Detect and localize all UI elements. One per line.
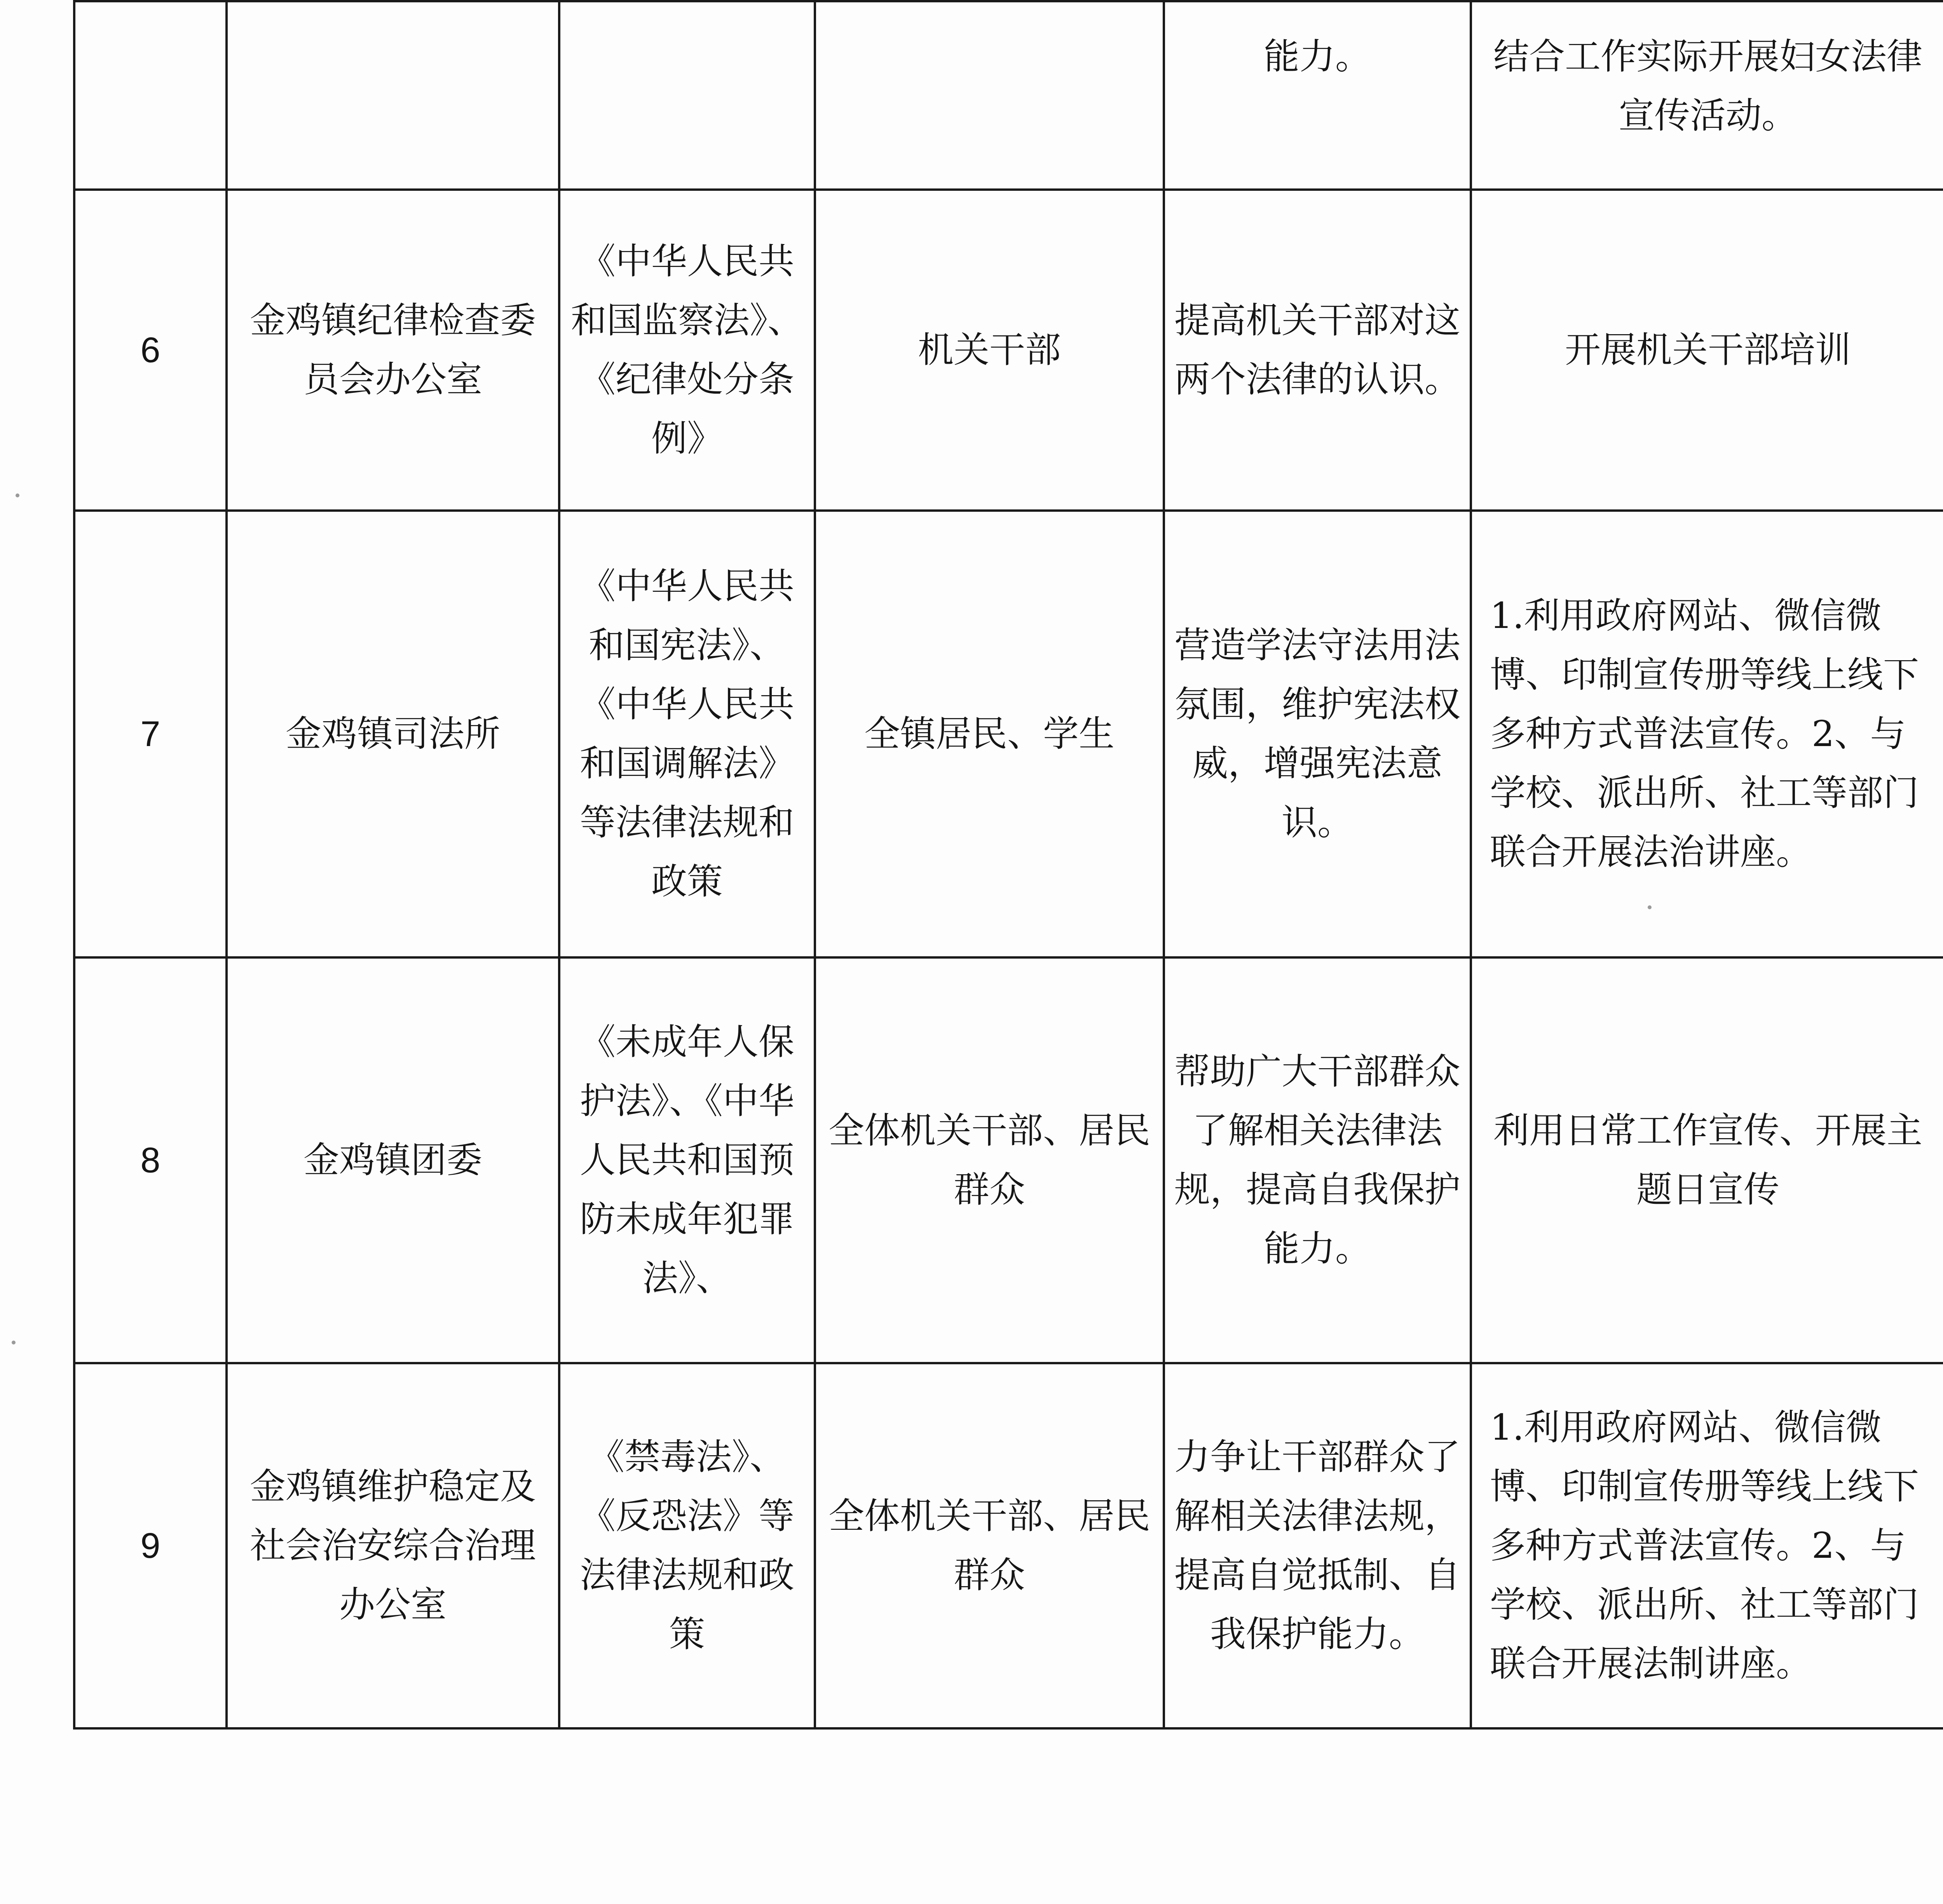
law-content-cell: 《未成年人保护法》、《中华人民共和国预防未成年犯罪法》、 [559, 957, 815, 1363]
target-audience-cell: 机关干部 [815, 190, 1164, 511]
law-content-cell: 《禁毒法》、《反恐法》等法律法规和政策 [559, 1363, 815, 1728]
law-content-cell [559, 1, 815, 190]
table-row [74, 190, 1943, 511]
goal-cell: 提高机关干部对这两个法律的认识。 [1164, 190, 1471, 511]
row-number-cell: 9 [74, 1363, 227, 1728]
goal-cell: 能力。 [1164, 1, 1471, 190]
scan-speck [12, 1341, 16, 1344]
row-number-cell [74, 1, 227, 190]
target-audience-cell: 全镇居民、学生 [815, 511, 1164, 957]
unit-cell: 金鸡镇团委 [227, 957, 559, 1363]
target-audience-cell [815, 1, 1164, 190]
law-publicity-table [73, 0, 1943, 1730]
scan-speck [16, 493, 19, 497]
unit-cell [227, 1, 559, 190]
method-cell: 1.利用政府网站、微信微博、印制宣传册等线上线下多种方式普法宣传。2、与学校、派出所、社工等部门联合开展法制讲座。 [1471, 1363, 1943, 1728]
unit-cell: 金鸡镇维护稳定及社会治安综合治理办公室 [227, 1363, 559, 1728]
table-row [74, 1, 1943, 190]
method-cell: 结合工作实际开展妇女法律宣传活动。 [1471, 1, 1943, 190]
method-cell: 1.利用政府网站、微信微博、印制宣传册等线上线下多种方式普法宣传。2、与学校、派出所、社工等部门联合开展法治讲座。 [1471, 511, 1943, 957]
goal-cell: 营造学法守法用法氛围，维护宪法权威，增强宪法意识。 [1164, 511, 1471, 957]
table-row [74, 1363, 1943, 1728]
target-audience-cell: 全体机关干部、居民群众 [815, 1363, 1164, 1728]
table-row [74, 511, 1943, 957]
law-content-cell: 《中华人民共和国宪法》、《中华人民共和国调解法》等法律法规和政策 [559, 511, 815, 957]
goal-cell: 帮助广大干部群众了解相关法律法规，提高自我保护能力。 [1164, 957, 1471, 1363]
goal-cell: 力争让干部群众了解相关法律法规，提高自觉抵制、自我保护能力。 [1164, 1363, 1471, 1728]
row-number-cell: 8 [74, 957, 227, 1363]
target-audience-cell: 全体机关干部、居民群众 [815, 957, 1164, 1363]
method-cell: 利用日常工作宣传、开展主题日宣传 [1471, 957, 1943, 1363]
row-number-cell: 6 [74, 190, 227, 511]
law-content-cell: 《中华人民共和国监察法》、《纪律处分条例》 [559, 190, 815, 511]
unit-cell: 金鸡镇司法所 [227, 511, 559, 957]
unit-cell: 金鸡镇纪律检查委员会办公室 [227, 190, 559, 511]
table-row [74, 957, 1943, 1363]
method-cell: 开展机关干部培训 [1471, 190, 1943, 511]
scan-speck [1648, 905, 1652, 909]
row-number-cell: 7 [74, 511, 227, 957]
